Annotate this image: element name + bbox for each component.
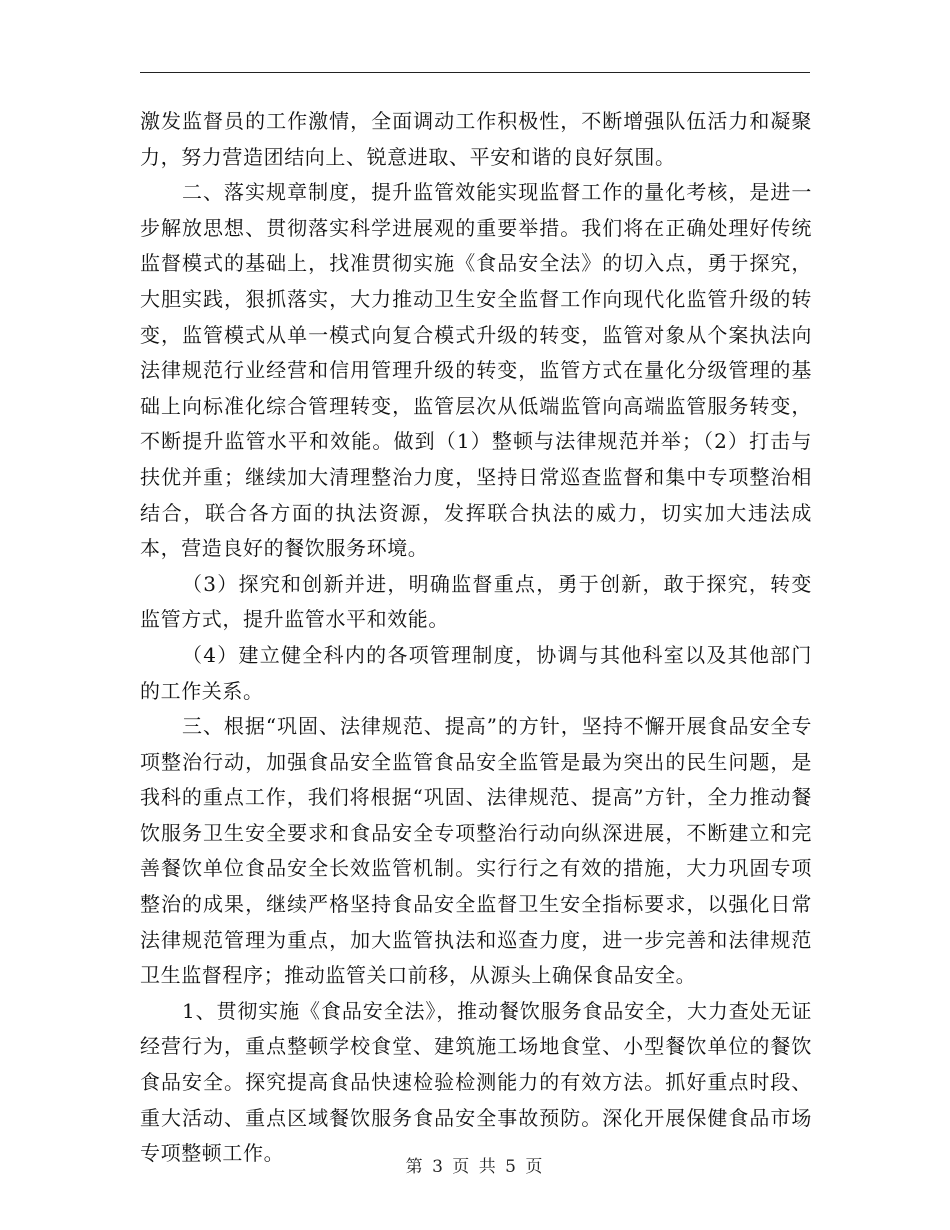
- paragraph-6: 1、贯彻实施《食品安全法》，推动餐饮服务食品安全，大力查处无证经营行为，重点整顿学校食堂、建筑施工场地食堂、小型餐饮单位的餐饮食品安全。探究提高食品快速检验检测能力的有效方法。抓好重点时段、重大活动、重点区域餐饮服务食品安全事故预防。深化开展保健食品市场专项整顿工作。: [140, 998, 812, 1166]
- paragraph-5: 三、根据“巩固、法律规范、提高”的方针，坚持不懈开展食品安全专项整治行动，加强食品安全监管食品安全监管是最为突出的民生问题，是我科的重点工作，我们将根据“巩固、法律规范、提高”方针，全力推动餐饮服务卫生安全要求和食品安全专项整治行动向纵深进展，不断建立和完善餐饮单位食品安全长效监管机制。实行行之有效的措施，大力巩固专项整治的成果，继续严格坚持食品安全监督卫生安全指标要求，以强化日常法律规范管理为重点，加大监管执法和巡查力度，进一步完善和法律规范卫生监督程序；推动监管关口前移，从源头上确保食品安全。: [140, 714, 812, 988]
- paragraph-1: 激发监督员的工作激情，全面调动工作积极性，不断增强队伍活力和凝聚力，努力营造团结向上、锐意进取、平安和谐的良好氛围。: [140, 109, 812, 169]
- paragraph-3: （3）探究和创新并进，明确监督重点，勇于创新，敢于探究，转变监管方式，提升监管水平和效能。: [140, 571, 812, 632]
- document-body: [140, 104, 812, 1172]
- header-rule: [140, 72, 810, 73]
- paragraph-4: （4）建立健全科内的各项管理制度，协调与其他科室以及其他部门的工作关系。: [140, 642, 812, 703]
- paragraph-2: 二、落实规章制度，提升监管效能实现监督工作的量化考核，是进一步解放思想、贯彻落实科学进展观的重要举措。我们将在正确处理好传统监督模式的基础上，找准贯彻实施《食品安全法》的切入点，勇于探究，大胆实践，狠抓落实，大力推动卫生安全监督工作向现代化监管升级的转变，监管模式从单一模式向复合模式升级的转变，监管对象从个案执法向法律规范行业经营和信用管理升级的转变，监管方式在量化分级管理的基础上向标准化综合管理转变，监管层次从低端监管向高端监管服务转变，不断提升监管水平和效能。做到（1）整顿与法律规范并举；（2）打击与扶优并重；继续加大清理整治力度，坚持日常巡查监督和集中专项整治相结合，联合各方面的执法资源，发挥联合执法的威力，切实加大违法成本，营造良好的餐饮服务环境。: [140, 180, 812, 561]
- page-footer: 第 3 页 共 5 页: [405, 1157, 545, 1177]
